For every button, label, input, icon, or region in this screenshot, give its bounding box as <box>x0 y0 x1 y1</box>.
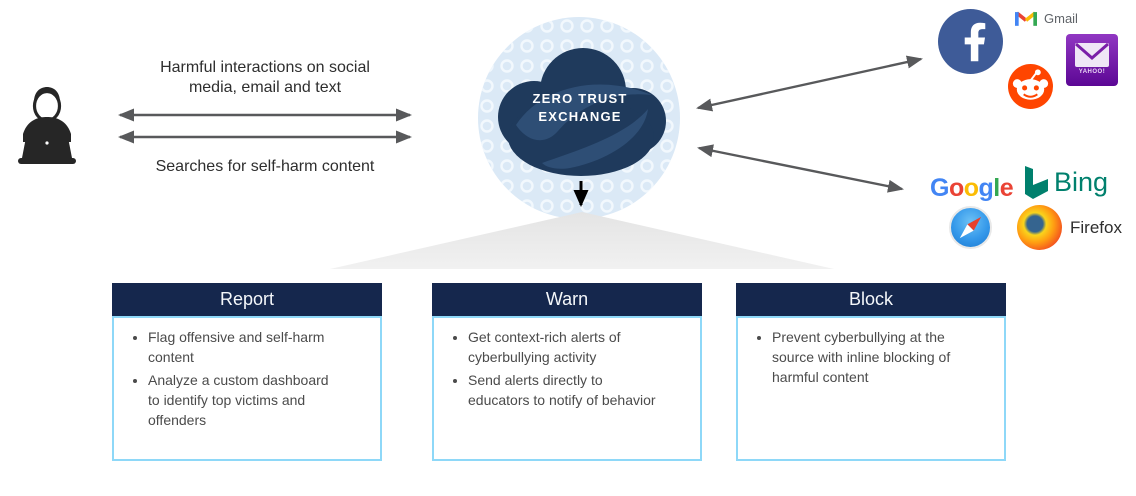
block-box-title: Block <box>736 283 1006 316</box>
bing-icon <box>1024 165 1049 205</box>
cloud-destination-arrows <box>692 28 932 198</box>
warn-bullet-list <box>436 328 690 411</box>
report-box-body <box>112 316 382 461</box>
firefox-item <box>1017 205 1122 250</box>
block-bullet: • Prevent cyberbullying at the source with inline blocking of harmful content <box>772 328 964 388</box>
block-box <box>736 283 1006 461</box>
safari-icon <box>949 206 992 249</box>
block-box-body <box>736 316 1006 461</box>
warn-bullet: • Get context-rich alerts of cyberbullying activity <box>468 328 660 368</box>
block-bullet-list <box>740 328 994 388</box>
cloud-down-arrow <box>568 179 594 215</box>
self-harm-search-label: Searches for self-harm content <box>155 158 375 175</box>
fan-triangle <box>330 212 834 270</box>
cloud-label-line2: EXCHANGE <box>538 108 622 124</box>
harmful-interactions-line1: Harmful interactions on social <box>160 59 370 76</box>
google-letter: o <box>948 174 964 202</box>
google-letter: o <box>963 174 979 202</box>
person-at-laptop-icon <box>14 86 80 168</box>
warn-bullet: • Send alerts directly to educators to notify of behavior <box>468 371 660 411</box>
yahoo-envelope <box>1074 42 1110 68</box>
firefox-icon <box>1017 205 1062 250</box>
cloud-label-line1: ZERO TRUST <box>532 91 628 106</box>
facebook-icon <box>938 9 1003 74</box>
bing-label: Bing <box>1054 167 1109 197</box>
report-box-title: Report <box>112 283 382 316</box>
yahoo-mail-icon <box>1066 34 1118 86</box>
gmail-item <box>1015 10 1078 27</box>
google-logo <box>930 174 1013 203</box>
google-letter: e <box>999 174 1014 202</box>
gmail-label: Gmail <box>1044 11 1078 26</box>
google-letter: G <box>930 174 949 202</box>
cloud-label <box>486 90 674 125</box>
google-letter: g <box>978 174 994 202</box>
report-box <box>112 283 382 461</box>
warn-box-body <box>432 316 702 461</box>
reddit-icon <box>1008 64 1053 109</box>
report-bullet: • Flag offensive and self-harm content <box>148 328 340 368</box>
bing-logo <box>1024 165 1108 205</box>
firefox-label: Firefox <box>1070 217 1122 237</box>
warn-box-title: Warn <box>432 283 702 316</box>
warn-box <box>432 283 702 461</box>
harmful-interactions-line2: media, email and text <box>188 79 342 97</box>
report-bullet-list <box>116 328 370 430</box>
yahoo-label: YAHOO! <box>1078 69 1106 75</box>
report-bullet: • Analyze a custom dashboard to identify top victims and offenders <box>148 371 340 431</box>
harmful-interactions-label <box>110 58 420 99</box>
user-cloud-arrows <box>112 103 420 149</box>
google-letter: l <box>993 174 1000 202</box>
gmail-icon <box>1015 10 1037 27</box>
